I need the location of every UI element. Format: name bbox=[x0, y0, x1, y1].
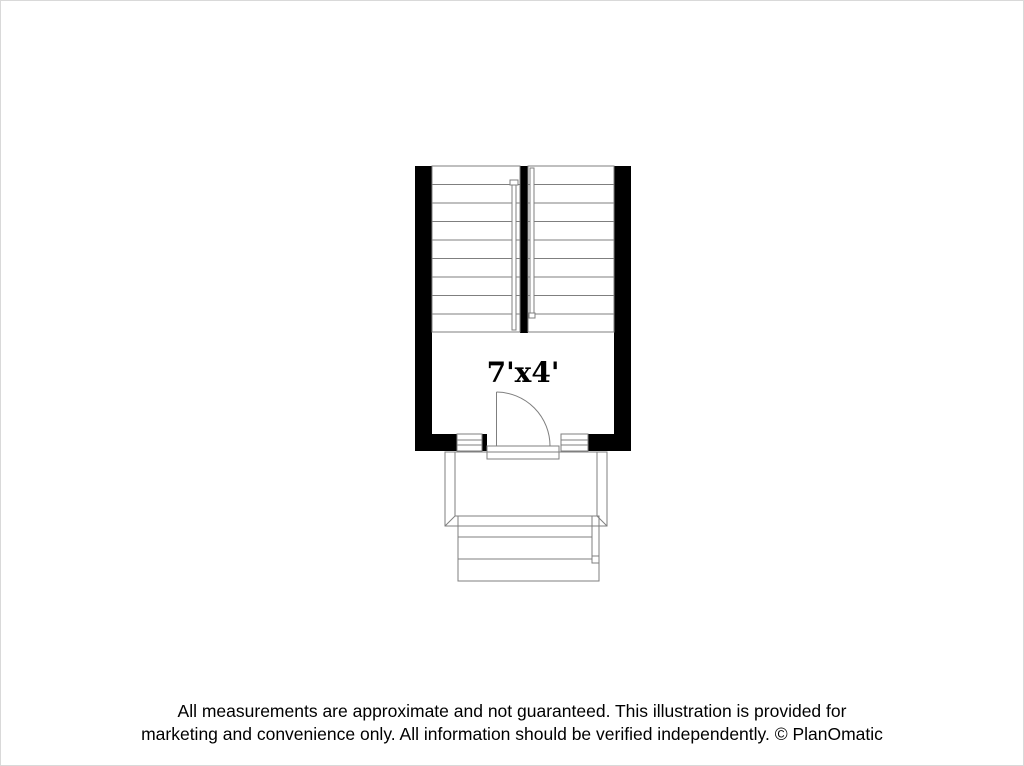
handrail-right-cap bbox=[529, 313, 535, 318]
handrail-left bbox=[512, 182, 516, 330]
bottom-wall-right bbox=[588, 434, 631, 451]
disclaimer-text bbox=[0, 700, 1024, 746]
handrail-right bbox=[530, 168, 534, 316]
handrail-left-cap bbox=[510, 180, 518, 185]
room-dimension-label: 7'x4' bbox=[486, 356, 560, 389]
exterior-walls bbox=[415, 166, 631, 451]
door-jamb-left bbox=[482, 434, 487, 451]
window-left bbox=[457, 434, 482, 451]
bottom-wall-left bbox=[415, 434, 457, 451]
right-wall bbox=[614, 166, 631, 451]
disclaimer-line-1: All measurements are approximate and not guaranteed. This illustration is provided for bbox=[177, 701, 847, 721]
left-wall bbox=[415, 166, 432, 451]
disclaimer-line-2: marketing and convenience only. All information should be verified independently. © PlanOmatic bbox=[141, 724, 883, 744]
exterior-landing bbox=[445, 452, 607, 526]
door-swing-arc bbox=[497, 392, 551, 446]
window-right bbox=[561, 434, 588, 451]
entry-door bbox=[487, 392, 559, 459]
center-divider-wall bbox=[520, 166, 528, 333]
